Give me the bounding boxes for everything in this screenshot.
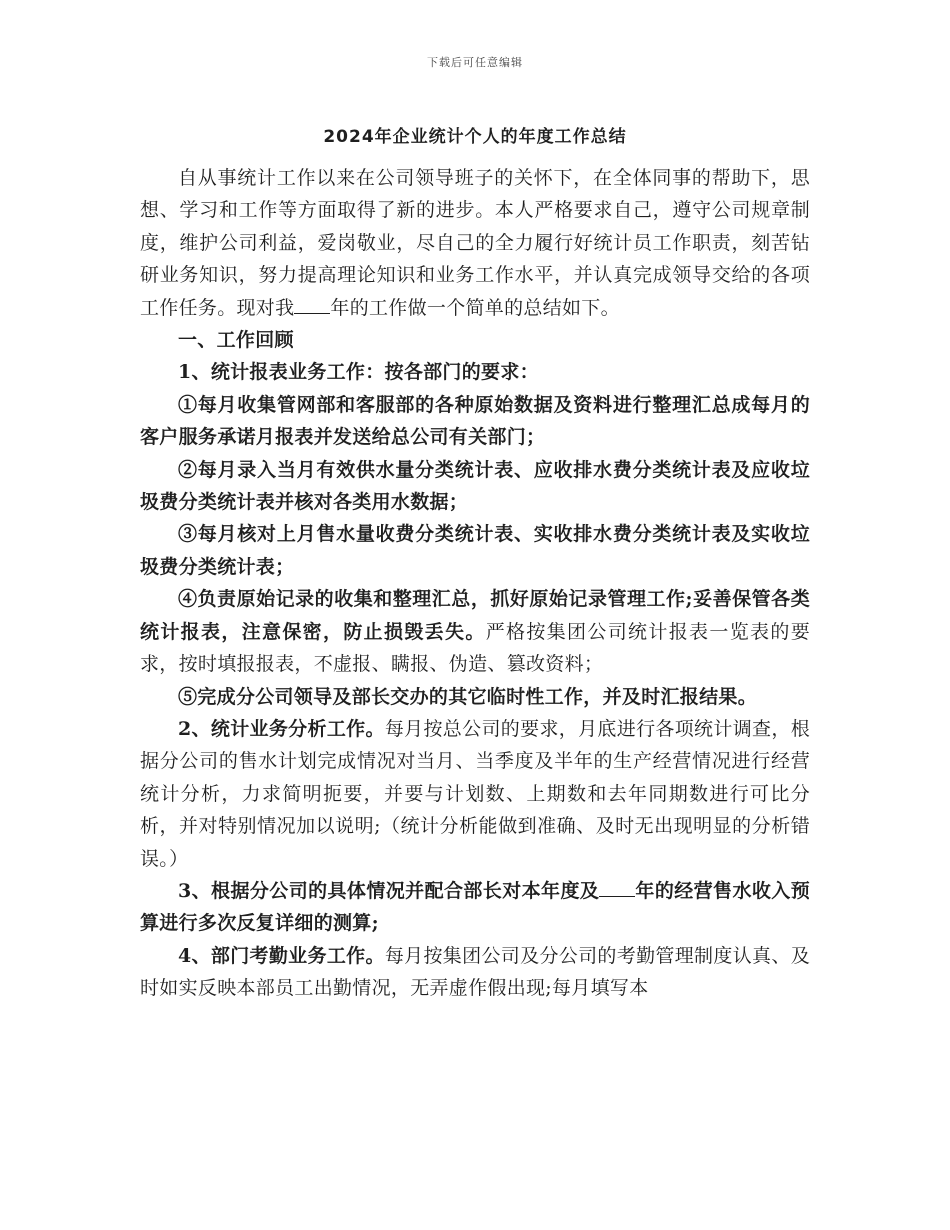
page-header: 下载后可任意编辑 — [427, 56, 523, 69]
budget-text: 3、根据分公司的具体情况并配合部长对本年度及 — [178, 879, 600, 902]
budget-text-end: 年的经营售水收入预算进行多次反复详细的测算; — [140, 879, 811, 935]
document-title: 2024年企业统计个人的年度工作总结 — [323, 127, 627, 147]
document-body — [140, 162, 810, 1005]
intro-paragraph — [140, 162, 810, 324]
attendance-heading: 4、部门考勤业务工作。 — [178, 944, 385, 967]
section-heading-review: 一、工作回顾 — [178, 329, 294, 352]
list-item-1: ①每月收集管网部和客服部的各种原始数据及资料进行整理汇总成每月的客户服务承诺月报表并发送给总公司有关部门； — [140, 393, 810, 449]
list-item-5: ⑤完成分公司领导及部长交办的其它临时性工作，并及时汇报结果。 — [178, 685, 758, 708]
year-blank — [294, 297, 330, 314]
analysis-text: 每月按总公司的要求，月底进行各项统计调查，根据分公司的售水计划完成情况对当月、当季度及半年的生产经营情况进行经营统计分析，力求简明扼要，并要与计划数、上期数和去年同期数进行可比分析，并对特别情况加以说明;（统计分析能做到准确、及时无出现明显的分析错误。） — [140, 717, 810, 870]
list-item-4-bold: ④负责原始记录的收集和整理汇总，抓好原始记录管理工作;妥善保管各类统计报表，注意保密，防止损毁丢失。 — [140, 588, 810, 643]
paragraph-analysis — [140, 713, 810, 875]
intro-text-end: 年的工作做一个简单的总结如下。 — [330, 296, 620, 319]
analysis-heading: 2、统计业务分析工作。 — [178, 717, 385, 740]
list-item-4-text: 严格按集团公司统计报表一览表的要求，按时填报报表，不虚报、瞒报、伪造、篡改资料； — [140, 620, 810, 676]
paragraph-budget — [140, 875, 810, 940]
attendance-text: 每月按集团公司及分公司的考勤管理制度认真、及时如实反映本部员工出勤情况，无弄虚作假出现;每月填写本 — [140, 944, 810, 1000]
list-item-4 — [140, 583, 810, 680]
year-blank-2 — [599, 880, 635, 897]
list-item-2: ②每月录入当月有效供水量分类统计表、应收排水费分类统计表及应收垃圾费分类统计表并核对各类用水数据； — [140, 458, 810, 514]
list-item-3: ③每月核对上月售水量收费分类统计表、实收排水费分类统计表及实收垃圾费分类统计表； — [140, 523, 810, 578]
paragraph-attendance — [140, 940, 810, 1005]
item-heading-reports: 1、统计报表业务工作：按各部门的要求： — [178, 361, 539, 384]
intro-text: 自从事统计工作以来在公司领导班子的关怀下，在全体同事的帮助下，思想、学习和工作等方面取得了新的进步。本人严格要求自己，遵守公司规章制度，维护公司利益，爱岗敬业，尽自己的全力履行好统计员工作职责，刻苦钻研业务知识，努力提高理论知识和业务工作水平，并认真完成领导交给的各项工作任务。现对我 — [140, 167, 810, 319]
